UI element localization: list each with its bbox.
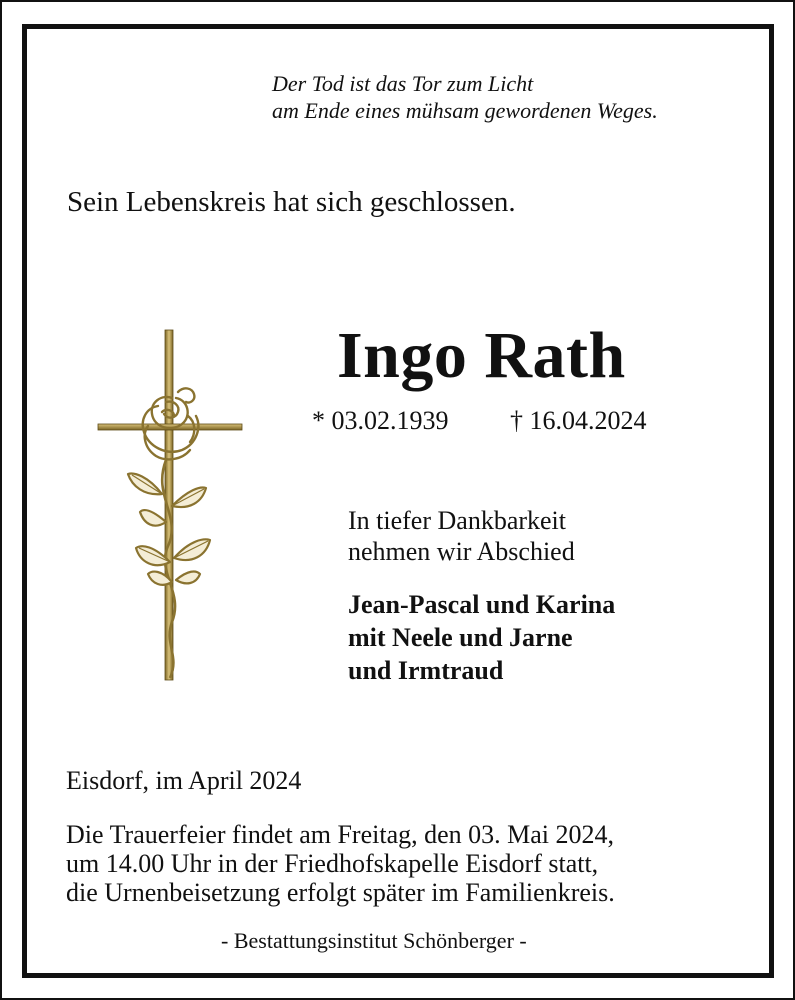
service-line: um 14.00 Uhr in der Friedhofskapelle Eisdorf statt, <box>66 849 599 878</box>
service-line: die Urnenbeisetzung erfolgt später im Familienkreis. <box>66 878 615 907</box>
thanks-text <box>348 505 575 567</box>
service-info <box>66 820 615 907</box>
lead-text: Sein Lebenskreis hat sich geschlossen. <box>67 186 516 218</box>
place-date: Eisdorf, im April 2024 <box>66 766 302 795</box>
service-line: Die Trauerfeier findet am Freitag, den 03. Mai 2024, <box>66 820 615 849</box>
undertaker-credit: - Bestattungsinstitut Schönberger - <box>221 928 527 953</box>
motto-line: am Ende eines mühsam gewordenen Weges. <box>272 98 658 123</box>
mourner-line: Jean-Pascal und Karina <box>348 590 616 619</box>
mourners-list <box>348 588 615 687</box>
thanks-line: nehmen wir Abschied <box>348 537 575 566</box>
deceased-name: Ingo Rath <box>337 319 626 392</box>
cross-with-rose-icon <box>92 326 248 682</box>
mourner-line: und Irmtraud <box>348 656 504 685</box>
motto-quote <box>272 70 658 124</box>
thanks-line: In tiefer Dankbarkeit <box>348 506 567 535</box>
birth-date: * 03.02.1939 <box>312 406 449 435</box>
death-date: † 16.04.2024 <box>510 406 647 435</box>
mourner-line: mit Neele und Jarne <box>348 623 573 652</box>
motto-line: Der Tod ist das Tor zum Licht <box>272 71 534 96</box>
